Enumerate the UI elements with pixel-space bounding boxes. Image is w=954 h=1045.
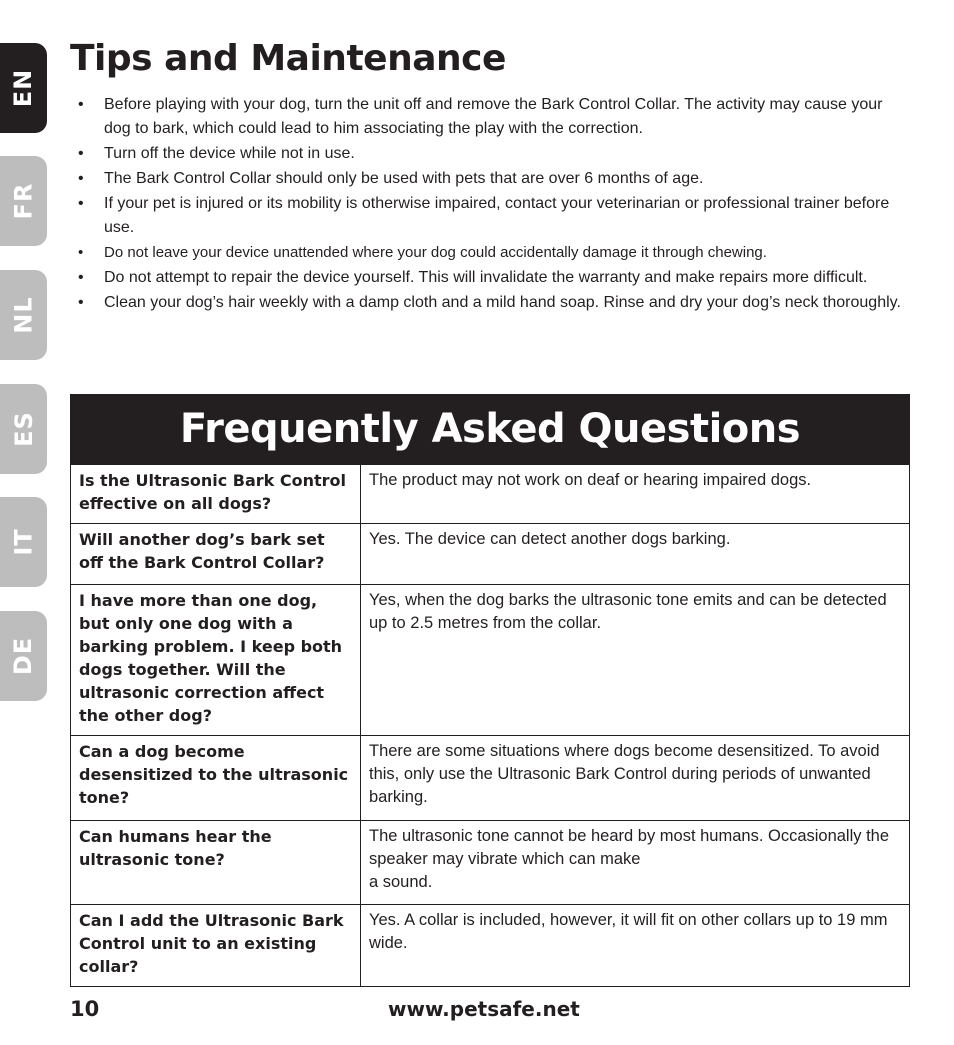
faq-question: Will another dog’s bark set off the Bark Control Collar? [71,524,361,585]
tab-label: NL [9,296,38,334]
faq-row [71,585,910,736]
faq-header [70,394,910,464]
faq-question: Can humans hear the ultrasonic tone? [71,821,361,905]
tip-item [70,266,910,290]
tip-item [70,142,910,166]
tab-it[interactable] [0,497,47,587]
tips-list [70,93,910,316]
faq-answer: There are some situations where dogs become desensitized. To avoid this, only use the Ultrasonic Bark Control during periods of unwanted barking. [361,736,910,821]
tip-text: Clean your dog’s hair weekly with a damp cloth and a mild hand soap. Rinse and dry your dog’s neck thoroughly. [104,294,901,311]
faq-answer: Yes. A collar is included, however, it will fit on other collars up to 19 mm wide. [361,905,910,987]
faq-question: Is the Ultrasonic Bark Control effective on all dogs? [71,465,361,524]
tip-text: If your pet is injured or its mobility is otherwise impaired, contact your veterinarian or professional trainer before use. [104,195,890,236]
tab-label: IT [9,528,38,556]
bullet: • [78,294,84,311]
faq-section [70,394,910,987]
tab-es[interactable] [0,384,47,474]
tip-item [70,192,910,240]
tab-label: DE [9,636,38,676]
tip-text: The Bark Control Collar should only be used with pets that are over 6 months of age. [104,170,704,187]
faq-table [70,464,910,987]
tip-text: Turn off the device while not in use. [104,145,355,162]
tab-label: FR [9,182,38,220]
tip-item [70,291,910,315]
faq-answer: Yes, when the dog barks the ultrasonic tone emits and can be detected up to 2.5 metres from the collar. [361,585,910,736]
tip-item [70,167,910,191]
faq-answer: The product may not work on deaf or hearing impaired dogs. [361,465,910,524]
faq-answer: Yes. The device can detect another dogs barking. [361,524,910,585]
tips-title: Tips and Maintenance [70,38,506,79]
tip-text: Do not attempt to repair the device yourself. This will invalidate the warranty and make repairs more difficult. [104,269,868,286]
tab-label: EN [9,68,38,108]
tip-text: Do not leave your device unattended where your dog could accidentally damage it through chewing. [104,244,767,261]
bullet: • [78,170,84,187]
bullet: • [78,195,84,212]
bullet: • [78,269,84,286]
tab-fr[interactable] [0,156,47,246]
tab-en[interactable] [0,43,47,133]
faq-title: Frequently Asked Questions [179,406,801,452]
bullet: • [78,145,84,162]
footer-url[interactable]: www.petsafe.net [388,997,580,1021]
tab-nl[interactable] [0,270,47,360]
tab-label: ES [9,411,38,447]
faq-row [71,736,910,821]
bullet: • [78,96,84,113]
faq-row [71,524,910,585]
faq-question: I have more than one dog, but only one dog with a barking problem. I keep both dogs together. Will the ultrasonic correction affect the other dog? [71,585,361,736]
tip-text: Before playing with your dog, turn the unit off and remove the Bark Control Collar. The activity may cause your dog to bark, which could lead to him associating the play with the correction. [104,96,883,137]
bullet: • [78,244,84,261]
tab-de[interactable] [0,611,47,701]
faq-row [71,465,910,524]
faq-question: Can I add the Ultrasonic Bark Control unit to an existing collar? [71,905,361,987]
faq-row [71,821,910,905]
faq-question: Can a dog become desensitized to the ultrasonic tone? [71,736,361,821]
faq-row [71,905,910,987]
tip-item [70,93,910,141]
page-number: 10 [70,997,100,1021]
tip-item [70,241,910,265]
faq-answer: The ultrasonic tone cannot be heard by most humans. Occasionally the speaker may vibrate which can make a sound. [361,821,910,905]
